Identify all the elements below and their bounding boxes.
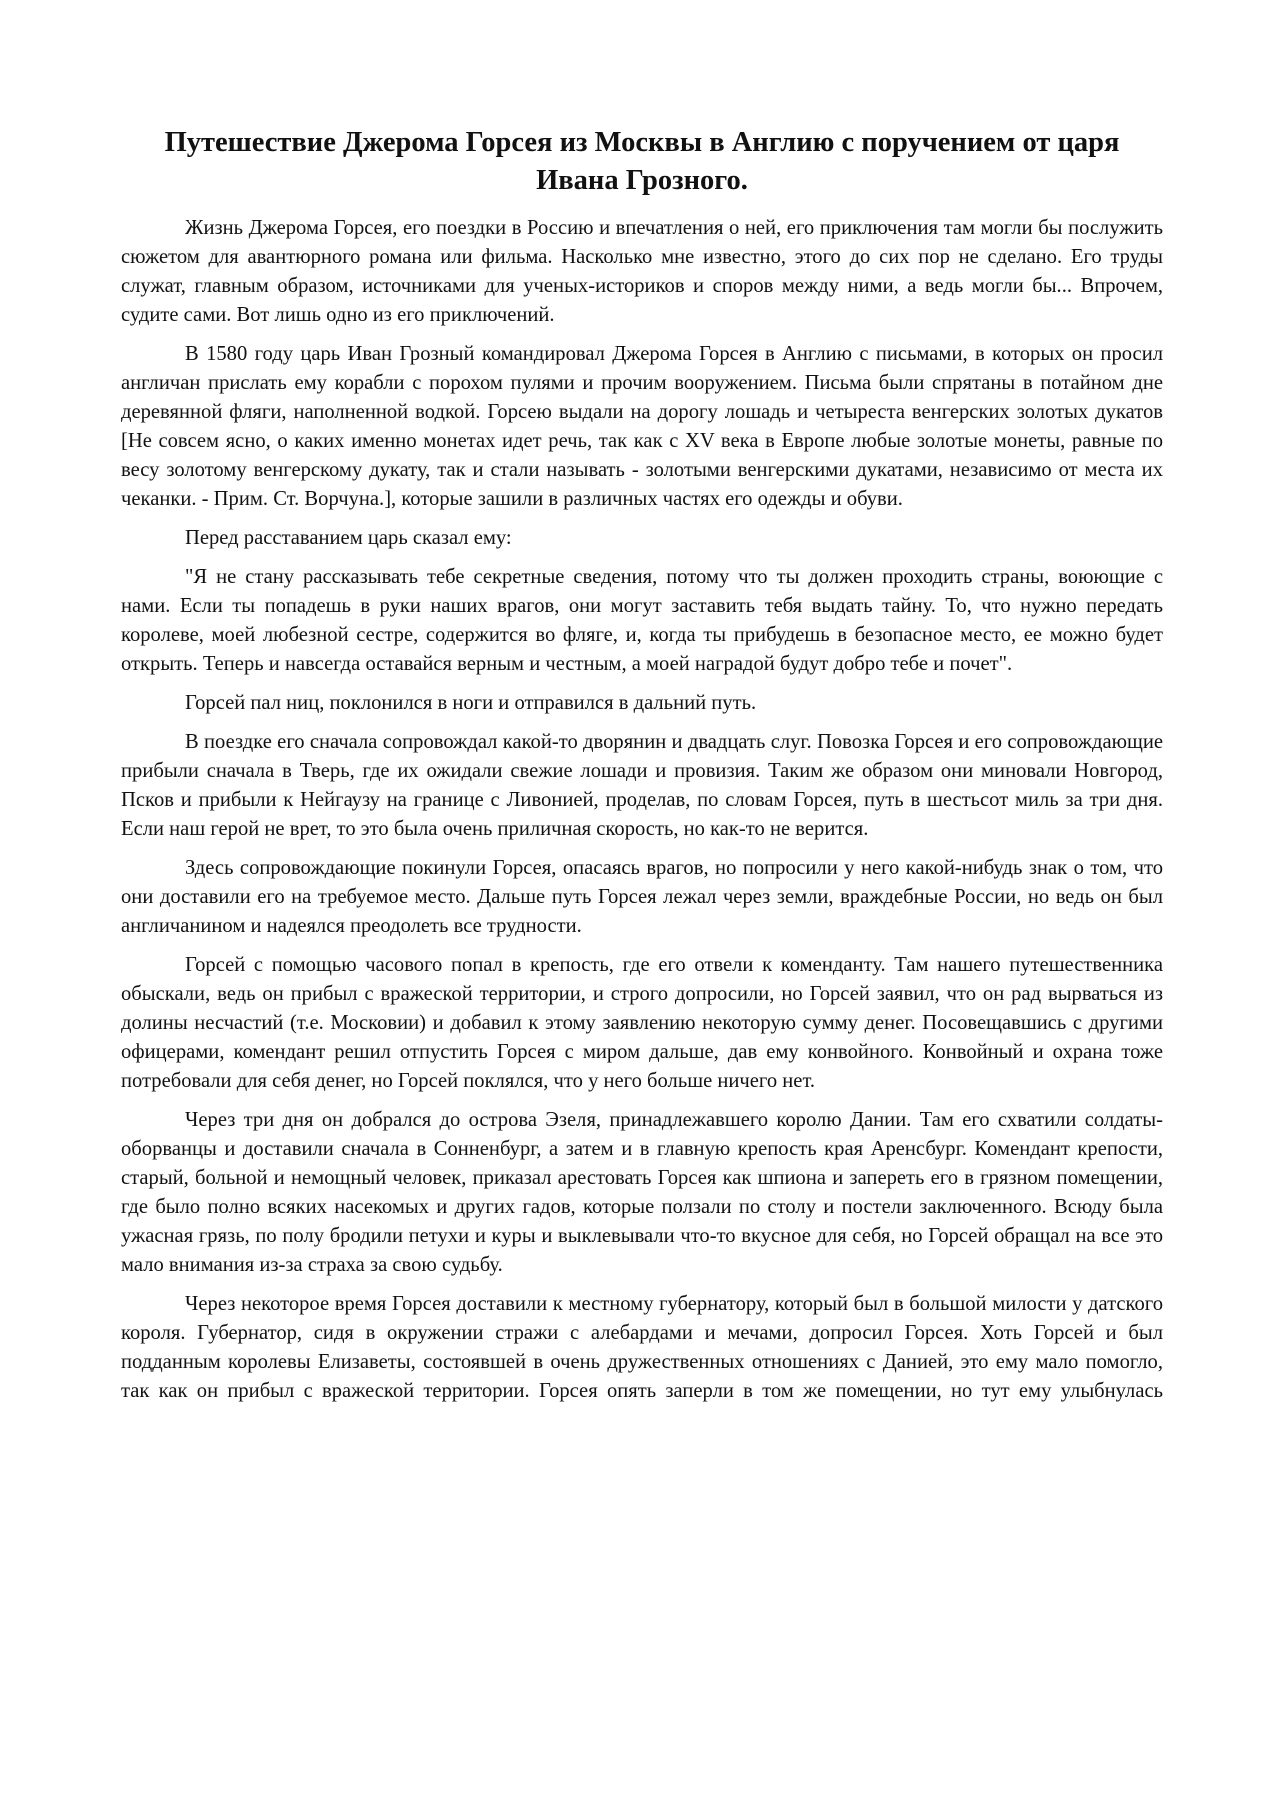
- paragraph: Через некоторое время Горсея доставили к местному губернатору, который был в большой милости у датского короля. Губернатор, сидя в окружении стражи с алебардами и мечами, допросил Горсея. Хоть Горсей и был подданным королевы Елизаветы, состоявшей в очень дружественных отношениях с Данией, это ему мало помогло, так как он прибыл с вражеской территории. Горсея опять заперли в том же помещении, но тут ему улыбнулась: [121, 1293, 1163, 1402]
- paragraph: "Я не стану рассказывать тебе секретные сведения, потому что ты должен проходить страны, воюющие с нами. Если ты попадешь в руки наших врагов, они могут заставить тебя выдать тайну. То, что нужно передать королеве, моей любезной сестре, содержится во фляге, и, когда ты прибудешь в безопасное место, ее можно будет открыть. Теперь и навсегда оставайся верным и честным, а моей наградой будут добро тебе и почет".: [121, 566, 1163, 675]
- paragraph: В 1580 году царь Иван Грозный командировал Джерома Горсея в Англию с письмами, в которых он просил англичан прислать ему корабли с порохом пулями и прочим вооружением. Письма были спрятаны в потайном дне деревянной фляги, наполненной водкой. Горсею выдали на дорогу лошадь и четыреста венгерских золотых дукатов [Не совсем ясно, о каких именно монетах идет речь, так как с XV века в Европе любые золотые монеты, равные по весу золотому венгерскому дукату, так и стали называть - золотыми венгерскими дукатами, независимо от места их чеканки. - Прим. Ст. Ворчуна.], которые зашили в различных частях его одежды и обуви.: [121, 343, 1163, 510]
- paragraph: Через три дня он добрался до острова Эзеля, принадлежавшего королю Дании. Там его схватили солдаты-оборванцы и доставили сначала в Сонненбург, а затем и в главную крепость края Аренсбург. Комендант крепости, старый, больной и немощный человек, приказал арестовать Горсея как шпиона и запереть его в грязном помещении, где было полно всяких насекомых и других гадов, которые ползали по столу и постели заключенного. Всюду была ужасная грязь, по полу бродили петухи и куры и выклевывали что-то вкусное для себя, но Горсей обращал на все это мало внимания из-за страха за свою судьбу.: [121, 1109, 1163, 1276]
- paragraph: В поездке его сначала сопровождал какой-то дворянин и двадцать слуг. Повозка Горсея и его сопровождающие прибыли сначала в Тверь, где их ожидали свежие лошади и провизия. Таким же образом они миновали Новгород, Псков и прибыли к Нейгаузу на границе с Ливонией, проделав, по словам Горсея, путь в шестьсот миль за три дня. Если наш герой не врет, то это была очень приличная скорость, но как-то не верится.: [121, 731, 1163, 840]
- document-page: [121, 124, 1163, 1416]
- paragraph: Горсей с помощью часового попал в крепость, где его отвели к коменданту. Там нашего путешественника обыскали, ведь он прибыл с вражеской территории, и строго допросили, но Горсей заявил, что он рад вырваться из долины несчастий (т.е. Московии) и добавил к этому заявлению некоторую сумму денег. Посовещавшись с другими офицерами, комендант решил отпустить Горсея с миром дальше, дав ему конвойного. Конвойный и охрана тоже потребовали для себя денег, но Горсей поклялся, что у него больше ничего нет.: [121, 954, 1163, 1092]
- document-title: Путешествие Джерома Горсея из Москвы в Англию с поручением от царя Ивана Грозного.: [164, 127, 1120, 196]
- paragraph: Здесь сопровождающие покинули Горсея, опасаясь врагов, но попросили у него какой-нибудь знак о том, что они доставили его на требуемое место. Дальше путь Горсея лежал через земли, враждебные России, но ведь он был англичанином и надеялся преодолеть все трудности.: [121, 857, 1163, 937]
- paragraph: Жизнь Джерома Горсея, его поездки в Россию и впечатления о ней, его приключения там могли бы послужить сюжетом для авантюрного романа или фильма. Насколько мне известно, этого до сих пор не сделано. Его труды служат, главным образом, источниками для ученых-историков и споров между ними, а ведь могли бы... Впрочем, судите сами. Вот лишь одно из его приключений.: [121, 217, 1163, 326]
- paragraph: Горсей пал ниц, поклонился в ноги и отправился в дальний путь.: [185, 692, 757, 714]
- paragraph: Перед расставанием царь сказал ему:: [185, 527, 512, 549]
